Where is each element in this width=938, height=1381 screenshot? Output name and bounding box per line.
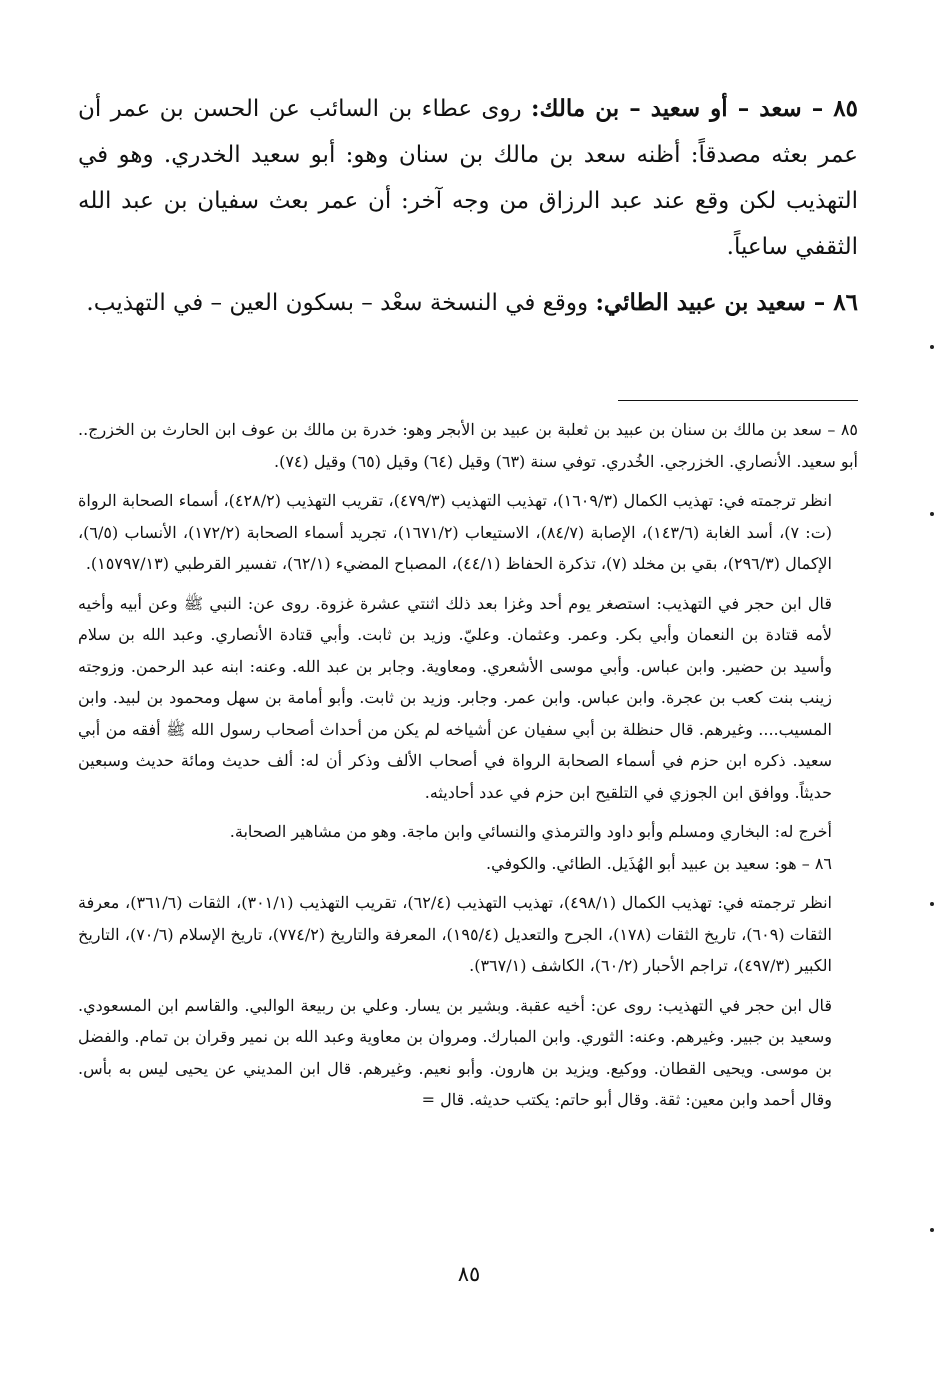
footnote-85-biography: قال ابن حجر في التهذيب: استصغر يوم أحد وغزا بعد ذلك اثنتي عشرة غزوة. روى عن: النبي ﷺ وعن أبيه وأخيه لأمه قتادة بن النعمان وأبي بكر. وعمر. وعثمان. وعليّ. وزيد بن ثابت. وأبي قتادة الأنصاري. وعبد الله بن سلام وأسيد بن حضير. وابن عباس. وأبي موسى الأشعري. ومعاوية. وجابر بن عبد الله. وعنه: ابنه عبد الرحمن. وزوجته زينب بنت كعب بن عجرة. وابن عباس. وابن عمر. وجابر. وزيد بن ثابت. وأبو أمامة بن سهل ومحمود بن لبيد. وابن المسيب.... وغيرهم. قال حنظلة بن أبي سفيان عن أشياخه لم يكن من أحداث أصحاب رسول الله ﷺ أفقه من أبي سعيد. ذكره ابن حزم في أسماء الصحابة الرواة في أصحاب الألف وذكر أن له: ألف حديث ومائة حديث وسبعين حديثاً. ووافق ابن الجوزي في التلقيح ابن حزم في عدد أحاديثه. xyxy=(78,593,832,802)
footnote-85-name: ٨٥ – سعد بن مالك بن سنان بن عبيد بن ثعلبة بن عبيد بن الأبجر وهو: خدرة بن مالك بن عوف ابن الحارث بن الخزرج.. أبو سعيد. الأنصاري. الخزرجي. الخُدري. توفي سنة (٦٣) وقيل (٦٤) وقيل (٦٥) وقيل (٧٤). xyxy=(78,420,858,471)
entry-85 xyxy=(78,86,858,270)
entry-86-text: ووقع في النسخة سعْد – بسكون العين – في التهذيب. xyxy=(86,290,596,316)
footnote-86-biography: قال ابن حجر في التهذيب: روى عن: أخيه عقبة. وبشير بن يسار. وعلي بن ربيعة الوالبي. والقاسم ابن المسعودي. وسعيد بن جبير. وغيرهم. وعنه: الثوري. وابن المبارك. ومروان بن معاوية وعبد الله بن نمير وقران بن تمام. والفضل بن موسى. ويحيى القطان. ووكيع. ويزيد بن هارون. وأبو نعيم. وغيرهم. قال ابن المديني عن يحيى ليس به بأس. وقال أحمد وابن معين: ثقة. وقال أبو حاتم: يكتب حديثه. قال = xyxy=(78,995,833,1109)
footnote-separator xyxy=(618,400,858,401)
footnotes xyxy=(78,414,858,1124)
entry-85-heading: ٨٥ – سعد – أو سعيد – بن مالك: xyxy=(530,95,858,122)
footnote-86-references: انظر ترجمته في: تهذيب الكمال (٤٩٨/١)، تهذيب التهذيب (٦٢/٤)، تقريب التهذيب (٣٠١/١)، الثقات (٣٦١/٦)، معرفة الثقات (٦٠٩)، تاريخ الثقات (١٧٨)، الجرح والتعديل (١٩٥/٤)، المعرفة والتاريخ (٧٧٤/٢)، تاريخ الإسلام (٧٠/٦)، التاريخ الكبير (٤٩٧/٣)، تراجم الأحبار (٦٠/٢)، الكاشف (٣٦٧/١). xyxy=(78,893,833,975)
entry-85-text: روى عطاء بن السائب عن الحسن بن عمر أن عمر بعثه مصدقاً: أظنه سعد بن مالك بن سنان وهو: أبو سعيد الخدري. وهو في التهذيب لكن وقع عند عبد الرزاق من وجه آخر: أن عمر بعث سفيان بن عبد الله الثقفي ساعياً. xyxy=(78,96,858,260)
page-number: ٨٥ xyxy=(457,1262,481,1286)
footnote-85-references: انظر ترجمته في: تهذيب الكمال (١٦٠٩/٣)، تهذيب التهذيب (٤٧٩/٣)، تقريب التهذيب (٤٢٨/٢)، أسماء الصحابة الرواة (ت: ٧)، أسد الغابة (١٤٣/٦)، الإصابة (٨٤/٧)، الاستيعاب (١٦٧١/٢)، تجريد أسماء الصحابة (١٧٢/٢)، الأنساب (٦/٥)، الإكمال (٢٩٦/٣)، بقي بن مخلد (٧)، تذكرة الحفاظ (٤٤/١)، المصباح المضيء (٦٢/١)، تفسير القرطبي (١٥٧٩٧/١٣). xyxy=(78,491,833,573)
entry-86 xyxy=(78,280,858,326)
scan-mark xyxy=(930,1228,934,1232)
main-text xyxy=(78,86,858,336)
entry-86-heading: ٨٦ – سعيد بن عبيد الطائي: xyxy=(595,289,858,316)
footnote-85-takhrij: أخرج له: البخاري ومسلم وأبو داود والترمذي والنسائي وابن ماجة. وهو من مشاهير الصحابة. xyxy=(229,822,832,841)
scan-mark xyxy=(930,902,934,906)
scan-mark xyxy=(930,512,934,516)
scan-mark xyxy=(930,345,934,349)
footnote-86-name: ٨٦ – هو: سعيد بن عبيد أبو الهُذَيل. الطائي. والكوفي. xyxy=(486,853,832,873)
